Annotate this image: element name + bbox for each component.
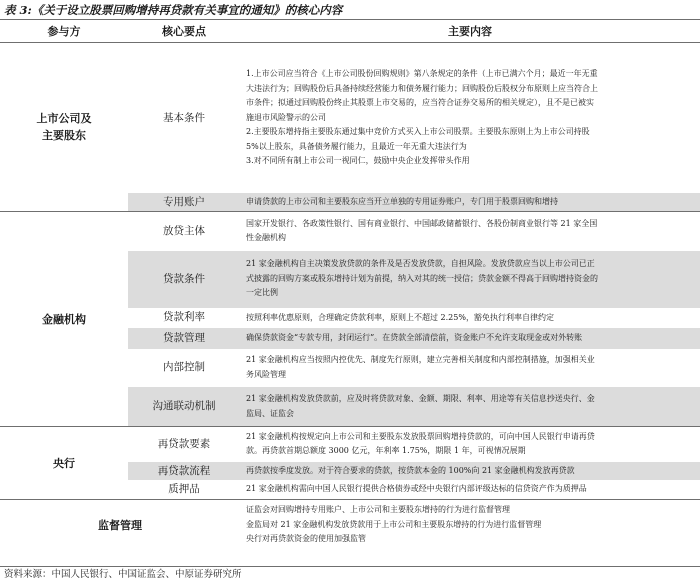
content-basic-conditions (240, 43, 700, 194)
content-internal-control (240, 349, 700, 388)
content-dedicated-account (240, 193, 700, 212)
key-relending-process: 再贷款流程 (128, 462, 240, 481)
party-label-line: 上市公司及 (36, 112, 92, 125)
table-row (0, 212, 700, 251)
content-line: 务风险管理 (246, 369, 286, 379)
content-line: 5%以上股东，具备债务履行能力，且最近一年无重大违法行为 (246, 141, 467, 151)
party-label-line: 监督管理 (98, 518, 142, 532)
content-line: 21 家金融机构自主决策发放贷款的条件及是否发放贷款，自担风险。发放贷款应当以上市公司已正 (246, 259, 595, 269)
table-row (0, 43, 700, 194)
party-financial-institutions (0, 212, 128, 427)
key-loan-management: 贷款管理 (128, 328, 240, 348)
content-loan-management (240, 328, 700, 348)
content-lending-entities (240, 212, 700, 251)
content-line: 国家开发银行、各政策性银行、国有商业银行、中国邮政储蓄银行、各股份制商业银行等 21 家全国 (246, 218, 598, 228)
content-loan-rate (240, 308, 700, 328)
content-line: 金监局对 21 家金融机构发放贷款用于上市公司和主要股东增持的行为进行监督管理 (246, 519, 542, 529)
bottom-rule (0, 566, 700, 567)
key-lending-entities: 放贷主体 (128, 212, 240, 251)
header-main-content: 主要内容 (240, 20, 700, 43)
key-internal-control: 内部控制 (163, 361, 205, 374)
table-row (0, 427, 700, 462)
content-supervision (240, 500, 700, 551)
key-relending-elements: 再贷款要素 (128, 427, 240, 462)
content-communication-mechanism (240, 387, 700, 426)
content-line: 1.上市公司应当符合《上市公司股份回购规则》第八条规定的条件（上市已满六个月；最近一年无重 (246, 68, 598, 78)
key-communication-mechanism: 沟通联动机制 (128, 387, 240, 426)
content-line: 性金融机构 (246, 233, 286, 243)
content-line: 市条件；拟通过回购股份终止其股票上市交易的，应当符合证券交易所的相关规定），且不是已被实 (246, 98, 594, 108)
source-note: 资料来源：中国人民银行、中国证监会、中原证券研究所 (4, 569, 242, 580)
key-basic-conditions: 基本条件 (163, 111, 205, 124)
content-loan-conditions (240, 251, 700, 308)
content-line: 按照利率优惠原则，合理确定贷款利率，原则上不超过 2.25%，豁免执行利率自律约定 (246, 312, 554, 322)
content-line: 21 家金融机构按规定向上市公司和主要股东发放股票回购增持贷款的，可向中国人民银行申请再贷 (246, 431, 595, 441)
content-line: 3.对不同所有制上市公司一视同仁，鼓励中央企业发挥带头作用 (246, 156, 470, 166)
content-line: 施退市风险警示的公司 (246, 112, 326, 122)
content-line: 监局、证监会 (246, 408, 294, 418)
content-line: 证监会对回购增持专用账户、上市公司和主要股东增持的行为进行监督管理 (246, 505, 510, 515)
content-line: 式披露的回购方案或股东增持计划为前提，纳入对其的统一授信；贷款金额不得高于回购增持资金的 (246, 273, 598, 283)
table-header-row (0, 20, 700, 43)
key-loan-conditions: 贷款条件 (128, 251, 240, 308)
content-line: 21 家金融机构应当按照内控优先、制度先行原则，建立完善相关制度和内部控制措施，加强相关业 (246, 355, 595, 365)
content-line: 再贷款按季度发放。对于符合要求的贷款，按贷款本金的 100%向 21 家金融机构发放再贷款 (246, 465, 575, 475)
content-line: 大违法行为；回购股份后具备持续经营能力和债务履行能力；回购股份后股权分布原则上应当符合上 (246, 83, 598, 93)
key-collateral: 质押品 (168, 483, 200, 496)
key-dedicated-account: 专用账户 (128, 193, 240, 212)
content-line: 款。再贷款首期总额度 3000 亿元，年利率 1.75%，期限 1 年，可视情况展期 (246, 446, 526, 456)
content-line: 央行对再贷款资金的使用加强监管 (246, 534, 366, 544)
party-central-bank (0, 427, 128, 500)
content-line: 一定比例 (246, 288, 278, 298)
table-title: 表 3:《关于设立股票回购增持再贷款有关事宜的通知》的核心内容 (4, 3, 343, 17)
party-label-line: 金融机构 (42, 312, 86, 326)
party-label-line: 主要股东 (42, 129, 86, 142)
party-label-line: 央行 (53, 456, 75, 470)
content-line: 确保贷款资金“专款专用，封闭运行”。在贷款全部清偿前，资金账户不允许支取现金或对外转账 (246, 333, 583, 343)
header-key-points: 核心要点 (128, 20, 240, 43)
content-collateral (240, 480, 700, 499)
party-supervision (0, 500, 240, 551)
core-content-table (0, 20, 700, 550)
party-listed-companies (0, 43, 128, 212)
content-line: 申请贷款的上市公司和主要股东应当开立单独的专用证券账户，专门用于股票回购和增持 (246, 196, 558, 206)
content-line: 21 家金融机构需向中国人民银行提供合格债券或经中央银行内部评级达标的信贷资产作为质押品 (246, 484, 587, 494)
content-relending-process (240, 462, 700, 481)
content-relending-elements (240, 427, 700, 462)
key-loan-rate: 贷款利率 (163, 311, 205, 324)
header-party: 参与方 (0, 20, 128, 43)
content-line: 2.主要股东增持指主要股东通过集中竞价方式买入上市公司股票。主要股东原则上为上市公司持股 (246, 127, 590, 137)
table-row (0, 500, 700, 551)
content-line: 21 家金融机构发放贷款前，应及时将贷款对象、金额、期限、利率、用途等有关信息抄送央行、金 (246, 394, 595, 404)
